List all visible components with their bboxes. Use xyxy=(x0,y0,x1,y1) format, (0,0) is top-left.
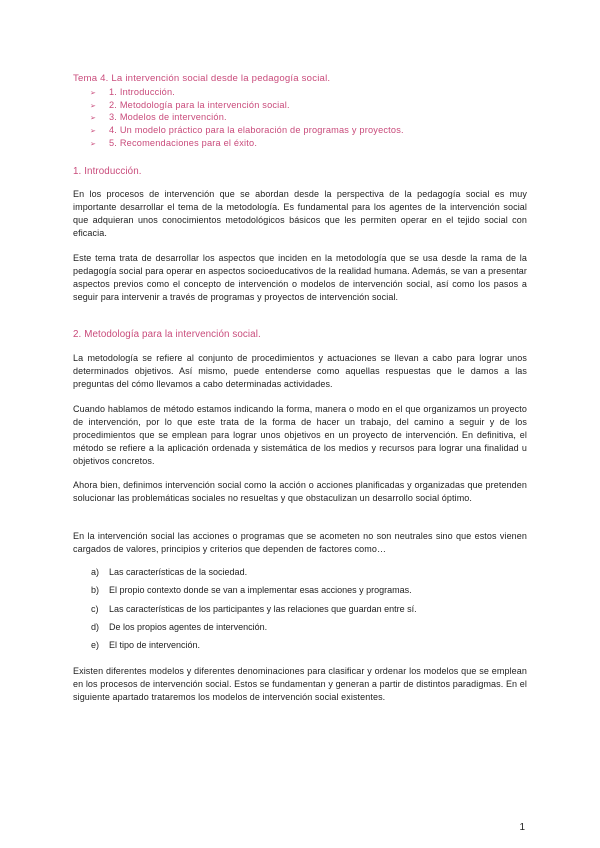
list-item: a) Las características de la sociedad. xyxy=(91,567,248,577)
section-heading-introduccion: 1. Introducción. xyxy=(73,166,142,177)
list-label: b) xyxy=(91,585,100,596)
list-item: e) El tipo de intervención. xyxy=(91,640,201,651)
paragraph: Cuando hablamos de método estamos indicando la forma, manera o modo en el que organizamos un proyecto de intervención, por lo que este trata de la forma de hacer un trabajo, del camino a seguir y de los procedimientos que se emplean para lograr unos objetivos en un proyecto de intervención. En definitiva, el método se refiere a la aplicación ordenada y sistemática de los medios y recursos para lograr una finalidad u objetivos concretos. xyxy=(73,404,527,466)
paragraph: Existen diferentes modelos y diferentes denominaciones para clasificar y ordenar los modelos que se emplean en los procesos de intervención social. Estos se fundamentan y generan a partir de distintos paradigmas. En el siguiente apartado trataremos los modelos de intervención social existentes. xyxy=(73,666,527,702)
toc-item[interactable]: ➢ 5. Recomendaciones para el éxito. xyxy=(90,137,404,150)
paragraph: Ahora bien, definimos intervención social como la acción o acciones planificadas y organizadas que pretenden solucionar las problemáticas sociales no resueltas y que obstaculizan un desarrollo social óptimo. xyxy=(73,480,527,503)
paragraph: En los procesos de intervención que se abordan desde la perspectiva de la pedagogía social es muy importante desarrollar el tema de la metodología. Es fundamental para los agentes de la intervención social que adquieran unos conocimientos metodológicos básicos que les permiten operar en el tejido social con eficacia. xyxy=(73,189,527,238)
page-number: 1 xyxy=(519,822,525,833)
paragraph: Este tema trata de desarrollar los aspectos que inciden en la metodología que se usa desde la rama de la pedagogía social para operar en aspectos socioeducativos de la realidad humana. Además, se van a presentar aspectos previos como el concepto de intervención o modelos de intervención social, así como los pasos a seguir para intervenir a través de programas y proyectos de intervención social. xyxy=(73,253,527,302)
list-item: d) De los propios agentes de intervención. xyxy=(91,621,268,632)
paragraph: La metodología se refiere al conjunto de procedimientos y actuaciones se llevan a cabo para lograr unos determinados objetivos. Así mismo, puede entenderse como aquellas respuestas que le damos a las preguntas del cómo llevamos a cabo determinadas actividades. xyxy=(73,353,527,389)
arrow-bullet-icon: ➢ xyxy=(90,128,97,136)
paragraph: En la intervención social las acciones o programas que se acometen no son neutrales sino que estos vienen cargados de valores, principios y criterios que dependen de factores como… xyxy=(73,531,527,554)
list-label: a) xyxy=(91,567,100,577)
list-label: d) xyxy=(91,621,100,632)
arrow-bullet-icon: ➢ xyxy=(90,102,97,110)
arrow-bullet-icon: ➢ xyxy=(90,115,97,123)
toc-item[interactable]: ➢ 4. Un modelo práctico para la elaboración de programas y proyectos. xyxy=(90,124,404,137)
document-title: Tema 4. La intervención social desde la pedagogía social. xyxy=(73,73,331,84)
section-heading-metodologia: 2. Metodología para la intervención social. xyxy=(73,329,261,340)
toc-item[interactable]: ➢ 3. Modelos de intervención. xyxy=(90,111,404,124)
toc-item[interactable]: ➢ 1. Introducción. xyxy=(90,86,404,99)
toc-item[interactable]: ➢ 2. Metodología para la intervención social. xyxy=(90,99,404,112)
arrow-bullet-icon: ➢ xyxy=(90,90,97,97)
table-of-contents xyxy=(90,86,404,149)
list-item: b) El propio contexto donde se van a implementar esas acciones y programas. xyxy=(91,585,412,596)
list-label: c) xyxy=(91,603,99,614)
list-item: c) Las características de los participantes y las relaciones que guardan entre sí. xyxy=(91,603,417,614)
arrow-bullet-icon: ➢ xyxy=(90,140,97,148)
factors-list xyxy=(91,566,417,657)
list-label: e) xyxy=(91,640,100,651)
